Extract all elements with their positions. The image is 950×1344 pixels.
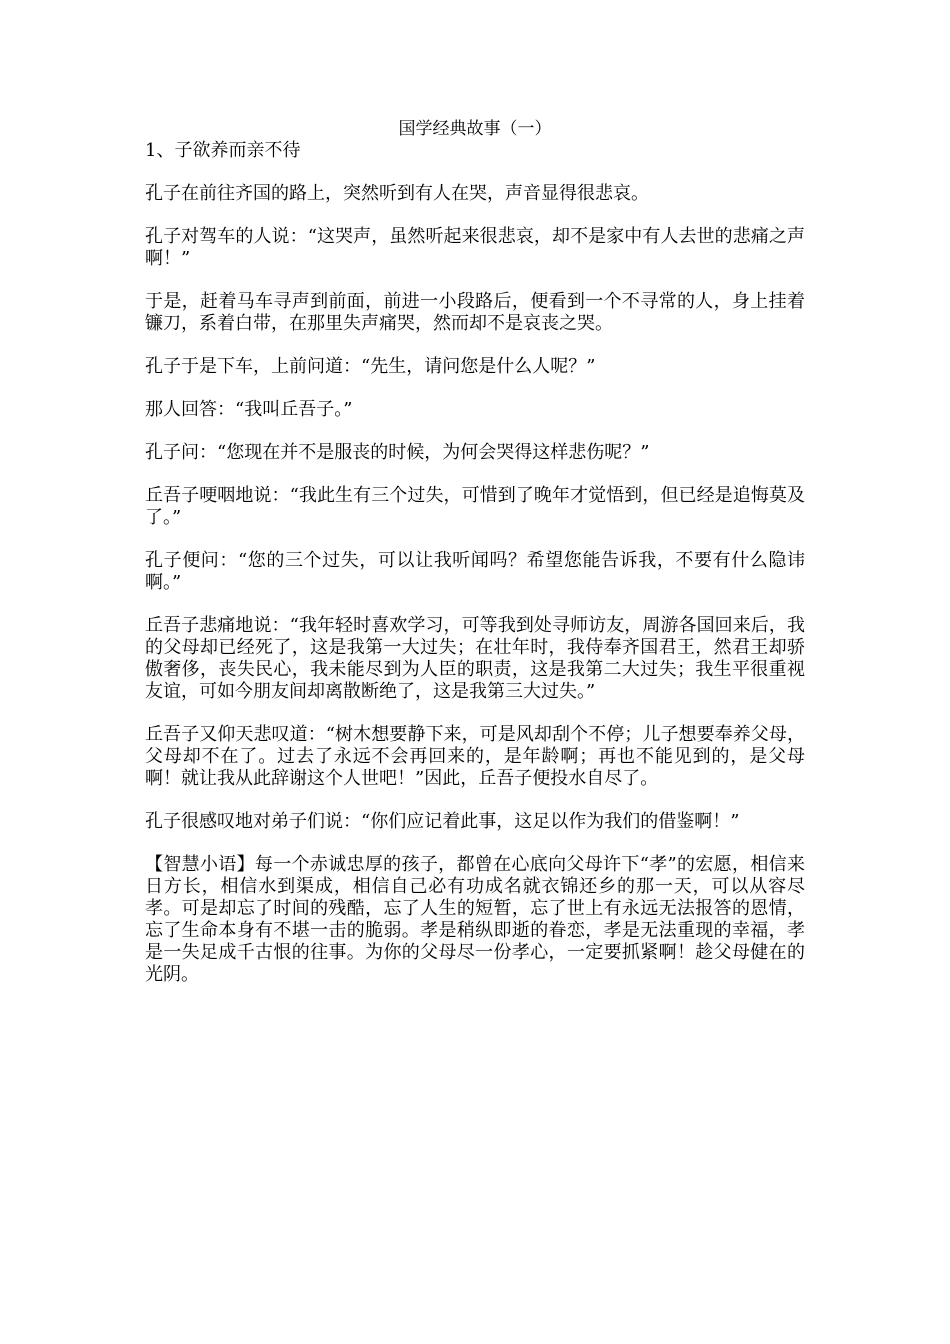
wisdom-note-paragraph: 【智慧小语】每一个赤诚忠厚的孩子，都曾在心底向父母许下“孝”的宏愿，相信来日方长，相信水到渠成，相信自己必有功成名就衣锦还乡的那一天，可以从容尽孝。可是却忘了时间的残酷，忘了人生的短暂，忘了世上有永远无法报答的恩情，忘了生命本身有不堪一击的脆弱。孝是稍纵即逝的眷恋，孝是无法重现的幸福，孝是一失足成千古恨的往事。为你的父母尽一份孝心，一定要抓紧啊！趁父母健在的光阴。	[145, 854, 805, 985]
paragraph: 丘吾子悲痛地说：“我年轻时喜欢学习，可等我到处寻师访友，周游各国回来后，我的父母却已经死了，这是我第一大过失；在壮年时，我侍奉齐国君王，然君王却骄傲奢侈，丧失民心，我未能尽到为人臣的职责，这是我第二大过失；我生平很重视友谊，可如今朋友间却离散断绝了，这是我第三大过失。”	[145, 615, 805, 702]
paragraph: 孔子于是下车，上前问道：“先生，请问您是什么人呢？”	[145, 356, 596, 377]
paragraph: 丘吾子又仰天悲叹道：“树木想要静下来，可是风却刮个不停；儿子想要奉养父母，父母却不在了。过去了永远不会再回来的，是年龄啊；再也不能见到的，是父母啊！就让我从此辞谢这个人世吧！”因此，丘吾子便投水自尽了。	[145, 724, 805, 789]
document-body	[145, 118, 805, 1007]
paragraph: 孔子很感叹地对弟子们说：“你们应记着此事，这足以作为我们的借鉴啊！”	[145, 811, 740, 832]
paragraph: 孔子问：“您现在并不是服丧的时候，为何会哭得这样悲伤呢？”	[145, 442, 650, 463]
paragraph: 孔子在前往齐国的路上，突然听到有人在哭，声音显得很悲哀。	[145, 183, 649, 204]
paragraph: 孔子对驾车的人说：“这哭声，虽然听起来很悲哀，却不是家中有人去世的悲痛之声啊！”	[145, 226, 805, 269]
paragraph: 于是，赶着马车寻声到前面，前进一小段路后，便看到一个不寻常的人，身上挂着镰刀，系着白带，在那里失声痛哭，然而却不是哀丧之哭。	[145, 291, 805, 334]
paragraph: 丘吾子哽咽地说：“我此生有三个过失，可惜到了晚年才觉悟到，但已经是追悔莫及了。”	[145, 485, 805, 528]
document-title: 国学经典故事（一）	[398, 119, 552, 139]
paragraph: 那人回答：“我叫丘吾子。”	[145, 399, 353, 420]
story-heading: 1、子欲养而亲不待	[145, 140, 301, 161]
paragraph: 孔子便问：“您的三个过失，可以让我听闻吗？希望您能告诉我，不要有什么隐讳啊。”	[145, 550, 805, 593]
